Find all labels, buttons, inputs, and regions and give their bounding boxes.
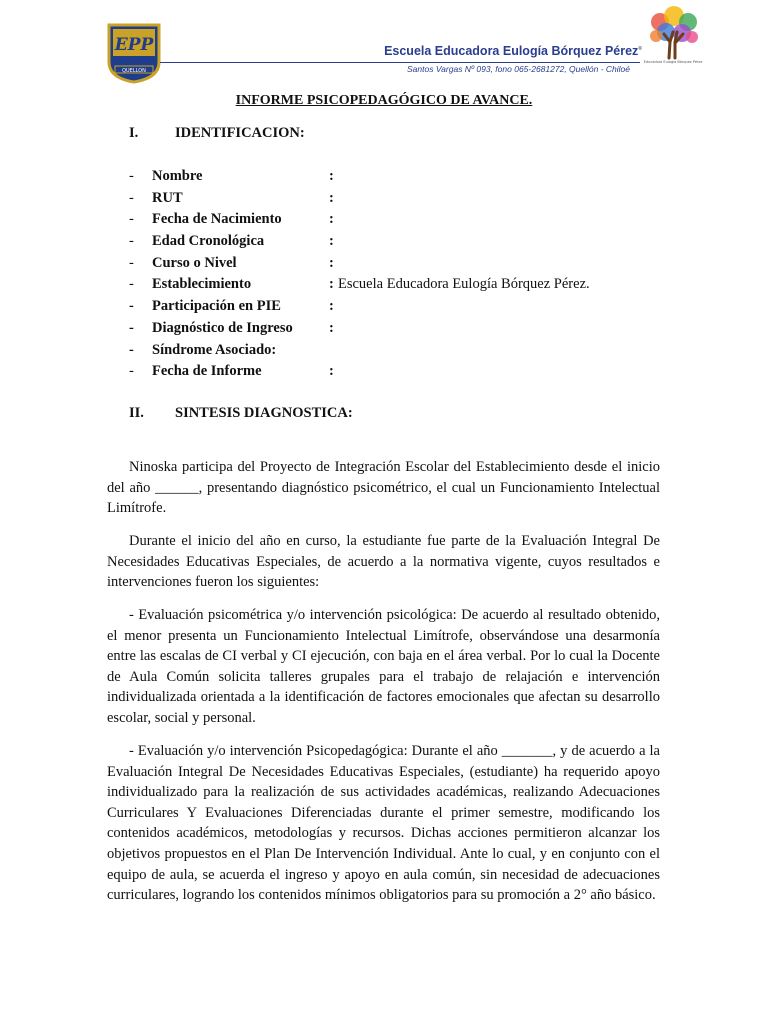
field-bullet: -: [129, 320, 134, 336]
school-address: Santos Vargas Nº 093, fono 065-2681272, Quellón - Chiloé: [407, 64, 630, 74]
field-label: Síndrome Asociado:: [152, 342, 277, 358]
section-2-title: SINTESIS DIAGNOSTICA:: [175, 405, 353, 421]
section-1-number: I.: [129, 125, 139, 141]
field-label: Nombre: [152, 168, 203, 184]
field-colon: :: [329, 363, 334, 379]
header-divider: [160, 62, 640, 63]
field-colon: :: [329, 255, 334, 271]
section-2-number: II.: [129, 405, 144, 421]
field-bullet: -: [129, 342, 134, 358]
field-label: Edad Cronológica: [152, 233, 265, 249]
school-name: [360, 44, 642, 58]
field-bullet: -: [129, 190, 134, 206]
hand-tree-logo: [644, 6, 702, 76]
field-bullet: -: [129, 363, 134, 379]
field-colon: :: [329, 190, 334, 206]
field-colon: :: [329, 298, 334, 314]
paragraph-psychometric: - Evaluación psicométrica y/o intervención psicológica: De acuerdo al resultado obtenido, el menor presenta un Funcionamiento Intelectual Limítrofe, observándose una desarmonía entre las escalas de CI verbal y CI ejecución, con baja en el área verbal. Por lo cual la Docente de Aula Común solicita talleres grupales para el trabajo de relajación e intervención individualizada orientada a la identificación de factores emocionales que afectan su desarrollo escolar, social y personal.: [107, 607, 660, 726]
field-bullet: -: [129, 255, 134, 271]
paragraph-intro: Ninoska participa del Proyecto de Integración Escolar del Establecimiento desde el inicio del año ______, presentando diagnóstico psicométrico, el cual un Funcionamiento Intelectual Limítrofe.: [107, 459, 660, 517]
section-1-heading: [129, 125, 305, 142]
crest-caption: QUELLON: [122, 68, 146, 74]
paragraph-psychopedagogic: - Evaluación y/o intervención Psicopedagógica: Durante el año _______, y de acuerdo a la Evaluación Integral De Necesidades Educativas Especiales, (estudiante) ha requerido apoyo individualizado para la realización de sus actividades académicas, realizando Adecuaciones Curriculares Y Evaluaciones Diferenciadas durante el primer semestre, modificando los contenidos académicos, metodologías y recursos. Dichas acciones permitieron alcanzar los objetivos propuestos en el Plan De Intervención Individual. Ante lo cual, y en conjunto con el equipo de aula, se acuerda el ingreso y apoyo en aula común, sin necesidad de adecuaciones curriculares, logrando los contenidos mínimos obligatorios para su promoción a 2° año básico.: [107, 743, 660, 904]
registered-mark: ®: [638, 45, 642, 52]
document-title: INFORME PSICOPEDAGÓGICO DE AVANCE.: [235, 93, 533, 108]
field-bullet: -: [129, 298, 134, 314]
field-label: RUT: [152, 190, 183, 206]
field-label: Diagnóstico de Ingreso: [152, 320, 293, 336]
section-2-heading: [129, 405, 353, 422]
field-colon: :: [329, 233, 334, 249]
field-colon: :: [329, 276, 334, 292]
field-bullet: -: [129, 276, 134, 292]
field-colon: :: [329, 211, 334, 227]
field-bullet: -: [129, 233, 134, 249]
field-colon: :: [329, 320, 334, 336]
paragraph-evaluation-context: Durante el inicio del año en curso, la estudiante fue parte de la Evaluación Integral De Necesidades Educativas Especiales, de acuerdo a la normativa vigente, cuyos resultados e intervenciones fueron los siguientes:: [107, 533, 660, 591]
school-name-text: Escuela Educadora Eulogía Bórquez Pérez: [384, 44, 639, 58]
field-bullet: -: [129, 211, 134, 227]
school-crest-logo: [106, 22, 162, 84]
hand-tree-logo-caption: Educadora Eulogía Bórquez Pérez: [643, 60, 703, 64]
field-label: Establecimiento: [152, 276, 252, 292]
field-bullet: -: [129, 168, 134, 184]
section-1-title: IDENTIFICACION:: [175, 125, 305, 141]
field-colon: :: [329, 168, 334, 184]
field-label: Participación en PIE: [152, 298, 281, 314]
field-label: Curso o Nivel: [152, 255, 237, 271]
field-label: Fecha de Nacimiento: [152, 211, 282, 227]
field-value: Escuela Educadora Eulogía Bórquez Pérez.: [338, 276, 590, 292]
crest-letters: EPP: [114, 35, 154, 55]
field-label: Fecha de Informe: [152, 363, 262, 379]
